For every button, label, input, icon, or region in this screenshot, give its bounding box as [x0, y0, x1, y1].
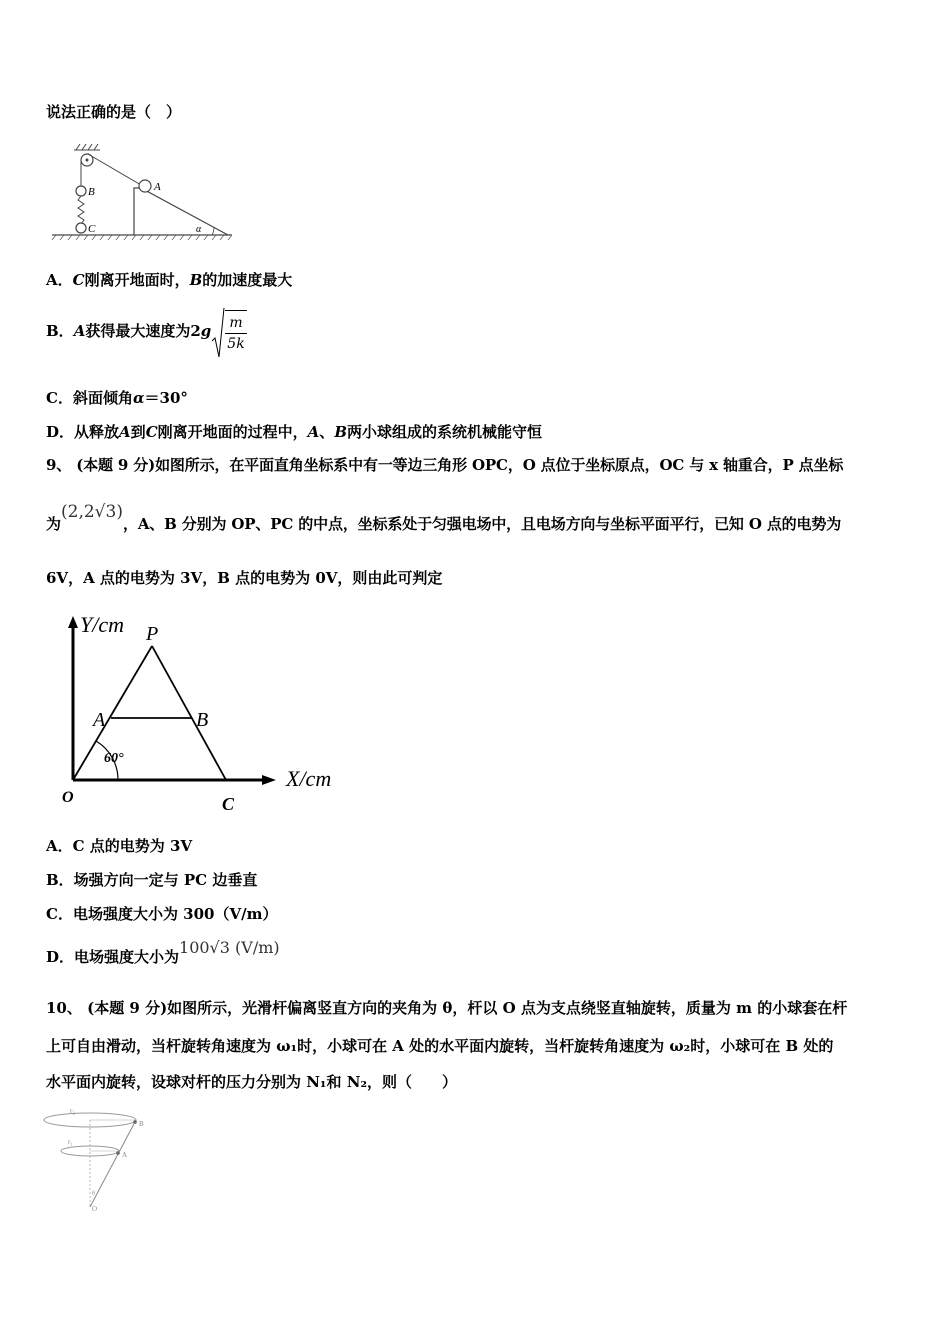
label-p: P [146, 623, 159, 645]
q8-option-c-text1: 斜面倾角 [72, 389, 133, 407]
q8-option-b-var: A [73, 322, 86, 340]
q8-option-b-numerator: m [225, 313, 246, 334]
q8-option-d-text5: 两小球组成的系统机械能守恒 [347, 423, 543, 441]
ball-at-a [116, 1151, 120, 1155]
q8-option-b-fraction [225, 310, 246, 354]
q10-stem-line1: 10、 (本题 9 分)如图所示，光滑杆偏离竖直方向的夹角为 θ，杆以 O 点为支点绕竖直轴旋转，质量为 m 的小球套在杆 [46, 999, 848, 1017]
label-b: B [88, 186, 95, 198]
x-axis-label: X/cm [286, 766, 332, 791]
q8-option-d-text3: 刚离开地面的过程中， [157, 423, 308, 441]
label-a: A [154, 181, 161, 193]
q8-option-d-var4: B [334, 423, 347, 441]
q8-option-b-coef: 2 [190, 322, 201, 340]
y-axis-label: Y/cm [80, 612, 124, 637]
ball-a [139, 180, 151, 192]
q8-option-d-letter: D． [46, 423, 75, 441]
label-r2: r₂ [70, 1107, 75, 1115]
q8-stem-tail: 说法正确的是（ ） [46, 103, 182, 121]
q10-stem-line3: 水平面内旋转，设球对杆的压力分别为 N₁和 N₂，则（ ） [46, 1073, 458, 1091]
q10-stem-line2: 上可自由滑动，当杆旋转角速度为 ω₁时，小球可在 A 处的水平面内旋转，当杆旋转角速度为 ω₂时，小球可在 B 处的 [46, 1037, 834, 1055]
rope-to-a [88, 154, 141, 185]
x-axis-arrow-icon [262, 775, 276, 785]
q8-option-c-text2: ＝30° [144, 389, 188, 407]
q8-option-b [46, 302, 247, 361]
q8-option-a-text1: 刚离开地面时， [84, 271, 190, 289]
label-b9: B [196, 709, 209, 731]
q9-p-coordinate: (2,2√3) [61, 502, 123, 522]
q9-option-d-math: 100√3 (V/m) [179, 938, 280, 957]
q8-option-d-var3: A [307, 423, 320, 441]
q9-stem-line1: 9、 (本题 9 分)如图所示，在平面直角坐标系中有一等边三角形 OPC，O 点位于坐标原点，OC 与 x 轴重合，P 点坐标 [46, 456, 844, 474]
q8-option-d [46, 422, 542, 442]
angle-label: 60° [104, 751, 124, 766]
q9-stem-line2 [46, 504, 841, 544]
label-alpha: α [196, 224, 202, 235]
q8-option-a [46, 270, 292, 290]
q8-option-a-letter: A． [46, 271, 73, 289]
q9-option-a: A．C 点的电势为 3V [46, 837, 193, 855]
label-o10: O [92, 1205, 98, 1213]
q8-option-b-text: 获得最大速度为 [85, 322, 191, 340]
ball-b [76, 186, 86, 196]
label-r1: r₁ [68, 1138, 73, 1146]
q9-option-d [46, 940, 280, 974]
q8-option-d-var1: A [119, 423, 131, 441]
label-c: C [88, 223, 96, 235]
sqrt-icon [211, 303, 225, 361]
q8-option-b-g: g [200, 322, 212, 340]
q8-option-d-text4: 、 [319, 423, 335, 441]
q8-option-c [46, 388, 188, 408]
q9-stem-line2-pre: 为 [46, 515, 62, 533]
q8-option-a-text2: 的加速度最大 [202, 271, 293, 289]
ball-at-b [133, 1120, 137, 1124]
label-theta: θ [92, 1191, 95, 1197]
q9-option-d-text: D．电场强度大小为 [46, 948, 180, 966]
label-a10: A [122, 1151, 128, 1159]
q8-ceiling [74, 144, 100, 150]
q8-option-a-var2: B [189, 271, 203, 289]
q8-option-d-var2: C [145, 423, 158, 441]
label-b10: B [139, 1120, 144, 1128]
rod [90, 1120, 136, 1207]
q9-stem-line2-post: ，A、B 分别为 OP、PC 的中点，坐标系处于匀强电场中，且电场方向与坐标平面平行，已知 O 点的电势为 [122, 515, 842, 533]
q8-option-c-letter: C． [46, 389, 73, 407]
q8-option-a-var1: C [72, 271, 85, 289]
y-axis-arrow-icon [68, 616, 78, 628]
q9-option-c: C．电场强度大小为 300（V/m） [46, 905, 278, 923]
q8-option-c-var: α [132, 389, 145, 407]
spring [78, 196, 84, 224]
label-a9: A [93, 709, 106, 731]
label-o: O [62, 789, 74, 806]
q8-option-b-letter: B． [46, 322, 74, 340]
side-pc [152, 646, 226, 780]
q8-figure [46, 140, 246, 245]
q8-option-d-text2: 到 [130, 423, 146, 441]
q9-figure [56, 610, 356, 815]
q9-stem-line3: 6V，A 点的电势为 3V，B 点的电势为 0V，则由此可判定 [46, 569, 443, 587]
q8-option-b-denominator: 5k [227, 336, 245, 352]
ball-c [76, 223, 86, 233]
label-c9: C [222, 794, 235, 814]
q9-option-b: B．场强方向一定与 PC 边垂直 [46, 871, 258, 889]
q8-option-d-text1: 从释放 [74, 423, 120, 441]
q10-figure [42, 1103, 152, 1213]
